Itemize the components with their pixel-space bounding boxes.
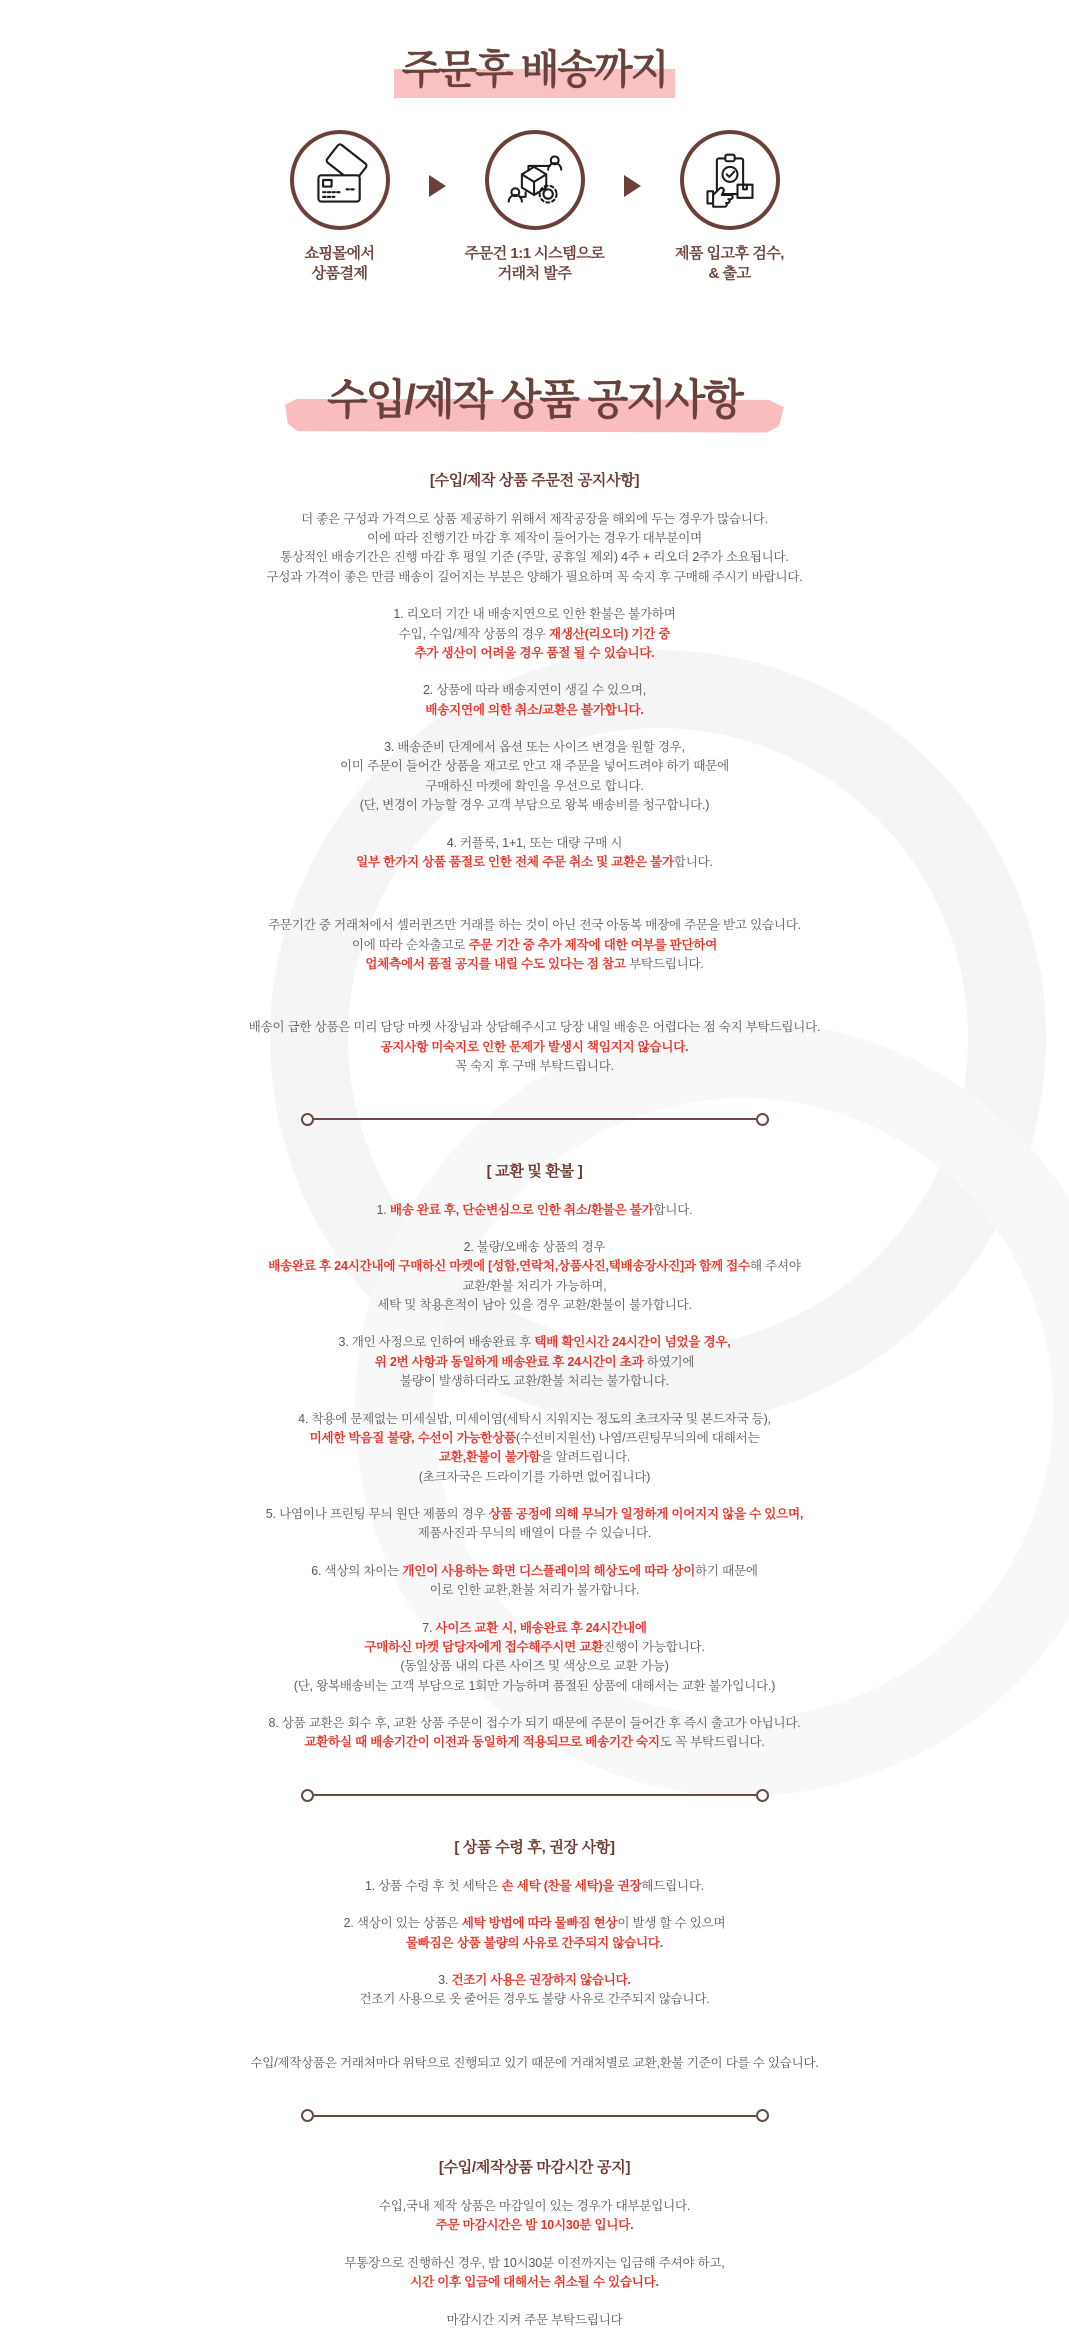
text-segment: 해드립니다.	[641, 1879, 704, 1893]
notice-paragraph	[185, 1971, 885, 2010]
text-line	[185, 701, 885, 720]
process-step-order-system	[446, 130, 624, 285]
step-circle	[485, 130, 585, 230]
arrow-right-icon	[624, 140, 641, 232]
notice-paragraph	[185, 1877, 885, 1896]
text-segment: (단, 왕복배송비는 고객 부담으로 1회만 가능하며 품절된 상품에 대해서는 교환 불가입니다.)	[294, 1679, 775, 1693]
text-segment: 꼭 숙지 후 구매 부탁드립니다.	[455, 1059, 614, 1073]
inspection-shipping-icon	[700, 150, 760, 210]
text-segment: 건조기 사용으로 옷 줄어든 경우도 불량 사유로 간주되지 않습니다.	[359, 1992, 709, 2006]
text-line	[185, 2216, 885, 2235]
divider-line	[314, 1118, 756, 1120]
text-segment: 3.	[438, 1973, 451, 1987]
credit-card-payment-icon	[310, 150, 370, 210]
text-segment: (수선비지원선) 나염/프린팅무늬의에 대해서는	[516, 1431, 759, 1445]
text-line	[185, 757, 885, 776]
text-line	[185, 1524, 885, 1543]
text-line	[185, 1657, 885, 1676]
text-segment: 상품 공정에 의해 무늬가 일정하게 이어지지 않을 수 있으며,	[489, 1507, 803, 1521]
text-line	[185, 1410, 885, 1429]
text-line	[185, 1333, 885, 1352]
notice-paragraph	[185, 2311, 885, 2330]
text-line	[185, 681, 885, 700]
step-circle	[680, 130, 780, 230]
process-steps	[185, 130, 885, 285]
text-segment: 해 주셔야	[750, 1259, 801, 1273]
text-line	[185, 1277, 885, 1296]
text-segment: 을 알려드립니다.	[540, 1450, 630, 1464]
text-segment: 부탁드립니다.	[629, 957, 704, 971]
notice-paragraph	[185, 605, 885, 663]
text-segment: 2. 상품에 따라 배송지연이 생길 수 있으며,	[423, 683, 646, 697]
notice-paragraph	[185, 738, 885, 816]
text-segment: 하기 때문에	[695, 1564, 758, 1578]
text-segment: 세탁 및 착용흔적이 남아 있을 경우 교환/환불이 불가합니다.	[377, 1298, 691, 1312]
text-line	[185, 1638, 885, 1657]
text-line	[185, 1238, 885, 1257]
text-line	[185, 1914, 885, 1933]
text-line	[185, 2254, 885, 2273]
text-segment: (단, 변경이 가능할 경우 고객 부담으로 왕복 배송비를 청구합니다.)	[360, 798, 709, 812]
step-label	[641, 244, 819, 285]
divider-end-dot	[756, 1113, 769, 1126]
divider-line	[314, 2115, 756, 2117]
step-label-line: & 출고	[641, 264, 819, 284]
text-line	[185, 1877, 885, 1896]
text-line	[185, 529, 885, 548]
text-line	[185, 853, 885, 872]
text-line	[185, 1353, 885, 1372]
text-segment: 주문 마감시간은 밤 10시30분 입니다.	[436, 2218, 634, 2232]
text-line	[185, 1714, 885, 1733]
text-segment: 통상적인 배송기간은 진행 마감 후 평일 기준 (주말, 공휴일 제외) 4주 + 리오더 2주가 소요됩니다.	[280, 550, 788, 564]
text-segment: 이미 주문이 들어간 상품을 재고로 안고 재 주문을 넣어드려야 하기 때문에	[340, 759, 729, 773]
text-line	[185, 1581, 885, 1600]
text-segment: 교환하실 때 배송기간이 이전과 동일하게 적용되므로 배송기간 숙지	[304, 1735, 659, 1749]
text-segment: 주문 기간 중 추가 제작에 대한 여부를 판단하여	[469, 938, 718, 952]
step-label	[251, 244, 429, 285]
divider-end-dot	[301, 1789, 314, 1802]
text-line	[185, 1448, 885, 1467]
step-circle	[290, 130, 390, 230]
divider-end-dot	[301, 2109, 314, 2122]
text-segment: 2. 불량/오배송 상품의 경우	[464, 1240, 606, 1254]
text-line	[185, 1971, 885, 1990]
text-segment: 불량이 발생하더라도 교환/환불 처리는 불가합니다.	[400, 1374, 669, 1388]
text-line	[185, 1468, 885, 1487]
text-segment: 손 세탁 (찬물 세탁)을 권장	[502, 1879, 642, 1893]
text-segment: (동일상품 내의 다른 사이즈 및 색상으로 교환 가능)	[400, 1659, 668, 1673]
text-segment: 업체측에서 품절 공지를 내릴 수도 있다는 점 참고	[365, 957, 629, 971]
text-segment: 세탁 방법에 따라 물빠짐 현상	[462, 1916, 618, 1930]
text-line	[185, 916, 885, 935]
text-segment: 4. 커플룩, 1+1, 또는 대량 구매 시	[447, 836, 623, 850]
text-line	[185, 548, 885, 567]
text-line	[185, 1057, 885, 1076]
text-segment: 이 발생 할 수 있으며	[617, 1916, 725, 1930]
text-segment: 물빠짐은 상품 불량의 사유로 간주되지 않습니다.	[406, 1936, 663, 1950]
text-segment: 5. 나염이나 프린팅 무늬 원단 제품의 경우	[266, 1507, 489, 1521]
text-segment: 수입/제작상품은 거래처마다 위탁으로 진행되고 있기 때문에 거래처별로 교환,환불 기준이 다를 수 있습니다.	[250, 2056, 818, 2070]
text-segment: 구매하신 마켓 담당자에게 접수해주시면 교환	[364, 1640, 603, 1654]
text-line	[185, 510, 885, 529]
text-segment: 6. 색상의 차이는	[311, 1564, 402, 1578]
notice-title: 수입/제작 상품 공지사항	[327, 376, 742, 423]
text-line	[185, 1990, 885, 2009]
text-line	[185, 738, 885, 757]
text-segment: 교환,환불이 불가함	[439, 1450, 541, 1464]
text-segment: 추가 생산이 어려울 경우 품절 될 수 있습니다.	[415, 646, 655, 660]
text-segment: 3. 개인 사정으로 인하여 배송완료 후	[338, 1335, 534, 1349]
text-segment: 배송이 급한 상품은 미리 담당 마켓 사장님과 상담해주시고 당장 내일 배송은 어렵다는 점 숙지 부탁드립니다.	[249, 1020, 821, 1034]
notice-paragraph	[185, 1410, 885, 1488]
order-system-icon	[505, 150, 565, 210]
notice-paragraph	[185, 1238, 885, 1316]
text-line	[185, 2273, 885, 2292]
text-line	[185, 1372, 885, 1391]
text-line	[185, 1934, 885, 1953]
step-label-line: 주문건 1:1 시스템으로	[446, 244, 624, 264]
process-step-payment	[251, 130, 429, 285]
text-segment: 마감시간 지켜 주문 부탁드립니다	[446, 2313, 622, 2327]
notice-paragraph	[185, 2197, 885, 2236]
text-segment: 사이즈 교환 시, 배송완료 후 24시간내에	[436, 1621, 647, 1635]
arrow-right-icon	[429, 140, 446, 232]
text-line	[185, 644, 885, 663]
text-segment: 공지사항 미숙지로 인한 문제가 발생시 책임지지 않습니다.	[381, 1040, 689, 1054]
text-segment: 이로 인한 교환,환불 처리가 불가합니다.	[430, 1583, 640, 1597]
notice-paragraph	[185, 1201, 885, 1220]
process-step-inspection	[641, 130, 819, 285]
text-segment: 1.	[377, 1203, 390, 1217]
text-segment: 합니다.	[654, 1203, 693, 1217]
process-title: 주문후 배송까지	[394, 48, 676, 98]
text-line	[185, 1677, 885, 1696]
text-segment: 7.	[422, 1621, 435, 1635]
text-segment: 주문기간 중 거래처에서 셀러퀸즈만 거래를 하는 것이 아닌 전국 아동복 매장에 주문을 받고 있습니다.	[268, 918, 801, 932]
section-divider	[301, 1113, 769, 1126]
text-segment: 이에 따라 진행기간 마감 후 제작이 들어가는 경우가 대부분이며	[367, 531, 702, 545]
text-segment: 배송지연에 의한 취소/교환은 불가합니다.	[425, 703, 643, 717]
notice-paragraph	[185, 2054, 885, 2073]
text-line	[185, 1505, 885, 1524]
section-heading: [수입/제작상품 마감시간 공지]	[185, 2156, 885, 2177]
text-line	[185, 2197, 885, 2216]
text-line	[185, 936, 885, 955]
text-segment: 1. 상품 수령 후 첫 세탁은	[365, 1879, 502, 1893]
notice-sections	[185, 469, 885, 2330]
notice-paragraph	[185, 2254, 885, 2293]
text-segment: 진행이 가능합니다.	[603, 1640, 705, 1654]
section-divider	[301, 1789, 769, 1802]
text-segment: 미세한 박음질 불량, 수선이 가능한상품	[310, 1431, 516, 1445]
notice-paragraph	[185, 1505, 885, 1544]
text-segment: 2. 색상이 있는 상품은	[344, 1916, 462, 1930]
text-segment: 재생산(리오더) 기간 중	[549, 627, 670, 641]
divider-end-dot	[756, 1789, 769, 1802]
text-segment: 일부 한가지 상품 품절로 인한 전체 주문 취소 및 교환은 불가	[356, 855, 674, 869]
text-segment: 4. 착용에 문제없는 미세실밥, 미세이염(세탁시 지워지는 정도의 초크자국 및 본드자국 등),	[298, 1412, 771, 1426]
step-label	[446, 244, 624, 285]
text-segment: (초크자국은 드라이기를 가하면 없어집니다)	[419, 1470, 651, 1484]
notice-paragraph	[185, 1018, 885, 1076]
text-line	[185, 1429, 885, 1448]
section-divider	[301, 2109, 769, 2122]
text-segment: 건조기 사용은 권장하지 않습니다.	[451, 1973, 630, 1987]
text-segment: 배송완료 후 24시간내에 구매하신 마켓에 [성함,연락처,상품사진,택배송장사진]과 함께 접수	[268, 1259, 750, 1273]
notice-paragraph	[185, 510, 885, 588]
text-line	[185, 1733, 885, 1752]
text-segment: 이에 따라 순차출고로	[352, 938, 469, 952]
text-segment: 교환/환불 처리가 가능하며,	[463, 1279, 607, 1293]
text-line	[185, 955, 885, 974]
process-section	[185, 0, 885, 98]
step-label-line: 상품결제	[251, 264, 429, 284]
text-segment: 위 2번 사항과 동일하게 배송완료 후 24시간이 초과	[375, 1355, 647, 1369]
notice-paragraph	[185, 834, 885, 873]
notice-paragraph	[185, 681, 885, 720]
text-line	[185, 796, 885, 815]
text-segment: 개인이 사용하는 화면 디스플레이의 해상도에 따라 상이	[402, 1564, 695, 1578]
notice-paragraph	[185, 1914, 885, 1953]
text-segment: 8. 상품 교환은 회수 후, 교환 상품 주문이 접수가 되기 때문에 주문이 들어간 후 즉시 출고가 아닙니다.	[268, 1716, 800, 1730]
text-segment: 3. 배송준비 단계에서 옵션 또는 사이즈 변경을 원할 경우,	[384, 740, 685, 754]
step-label-line: 거래처 발주	[446, 264, 624, 284]
text-line	[185, 2054, 885, 2073]
notice-paragraph	[185, 1562, 885, 1601]
text-line	[185, 1018, 885, 1037]
section-heading: [수입/제작 상품 주문전 공지사항]	[185, 469, 885, 490]
divider-line	[314, 1794, 756, 1796]
text-line	[185, 1562, 885, 1581]
notice-paragraph	[185, 1714, 885, 1753]
text-line	[185, 605, 885, 624]
text-line	[185, 568, 885, 587]
divider-end-dot	[756, 2109, 769, 2122]
text-segment: 1. 리오더 기간 내 배송지연으로 인한 환불은 불가하며	[393, 607, 675, 621]
text-line	[185, 1619, 885, 1638]
text-line	[185, 1257, 885, 1276]
divider-end-dot	[301, 1113, 314, 1126]
notice-paragraph	[185, 1333, 885, 1391]
section-heading: [ 상품 수령 후, 권장 사항]	[185, 1836, 885, 1857]
text-line	[185, 1038, 885, 1057]
notice-paragraph	[185, 1619, 885, 1697]
text-segment: 배송 완료 후, 단순변심으로 인한 취소/환불은 불가	[390, 1203, 654, 1217]
text-segment: 합니다.	[674, 855, 713, 869]
text-segment: 택배 확인시간 24시간이 넘었을 경우,	[534, 1335, 730, 1349]
text-segment: 제품사진과 무늬의 배열이 다를 수 있습니다.	[418, 1526, 651, 1540]
section-heading: [ 교환 및 환불 ]	[185, 1160, 885, 1181]
text-line	[185, 1201, 885, 1220]
text-segment: 무통장으로 진행하신 경우, 밤 10시30분 이전까지는 입금해 주셔야 하고,	[344, 2256, 724, 2270]
text-line	[185, 1296, 885, 1315]
text-segment: 구성과 가격이 좋은 만큼 배송이 길어지는 부분은 양해가 필요하며 꼭 숙지 후 구매해 주시기 바랍니다.	[267, 570, 803, 584]
text-segment: 하였기에	[647, 1355, 695, 1369]
text-line	[185, 625, 885, 644]
text-line	[185, 2311, 885, 2330]
step-label-line: 제품 입고후 검수,	[641, 244, 819, 264]
step-label-line: 쇼핑몰에서	[251, 244, 429, 264]
product-notice-page	[185, 0, 885, 2030]
notice-title-section	[185, 377, 885, 423]
text-segment: 구매하신 마켓에 확인을 우선으로 합니다.	[425, 779, 643, 793]
text-segment: 수입, 수입/제작 상품의 경우	[399, 627, 549, 641]
text-segment: 시간 이후 입금에 대해서는 취소될 수 있습니다.	[410, 2275, 659, 2289]
text-segment: 더 좋은 구성과 가격으로 상품 제공하기 위해서 제작공장을 해외에 두는 경우가 많습니다.	[301, 512, 768, 526]
text-segment: 수입,국내 제작 상품은 마감일이 있는 경우가 대부분입니다.	[379, 2199, 690, 2213]
text-line	[185, 834, 885, 853]
notice-paragraph	[185, 916, 885, 974]
text-segment: 도 꼭 부탁드립니다.	[660, 1735, 765, 1749]
text-line	[185, 777, 885, 796]
